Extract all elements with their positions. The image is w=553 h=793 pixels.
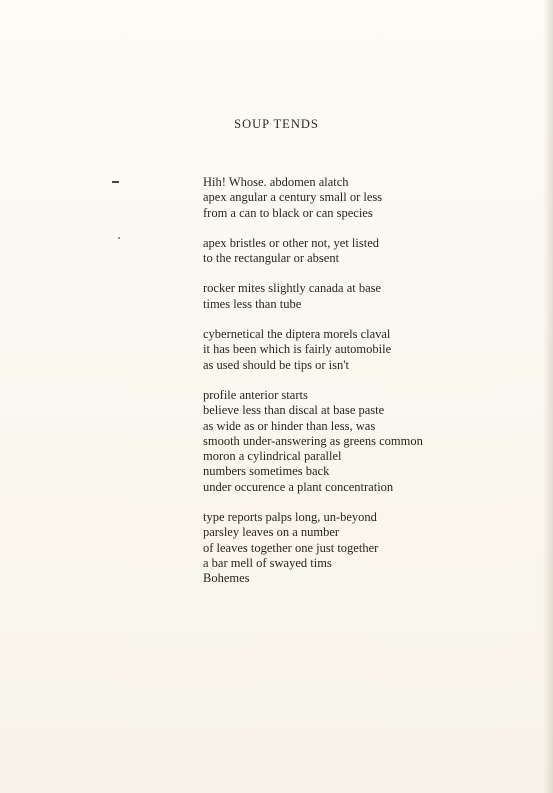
poem-line: moron a cylindrical parallel xyxy=(203,449,342,464)
poem-line: as wide as or hinder than less, was xyxy=(203,418,376,433)
stanza xyxy=(203,175,503,221)
stanza xyxy=(203,388,503,495)
poem-line: cybernetical the diptera morels claval xyxy=(203,327,391,342)
margin-mark xyxy=(112,181,119,183)
poem-line: it has been which is fairly automobile xyxy=(203,342,392,357)
poem-line: believe less than discal at base paste xyxy=(203,403,385,418)
poem-line: of leaves together one just together xyxy=(203,540,379,555)
stanza xyxy=(203,281,503,312)
poem-line: as used should be tips or isn't xyxy=(203,357,349,372)
poem-line: apex bristles or other not, yet listed xyxy=(203,235,380,250)
poem-line: under occurence a plant concentration xyxy=(203,479,394,494)
poem-line: smooth under-answering as greens common xyxy=(203,433,423,448)
poem-line: Bohemes xyxy=(203,571,250,586)
poem-title: SOUP TENDS xyxy=(234,117,319,131)
poem-line: to the rectangular or absent xyxy=(203,251,340,266)
poem-line: apex angular a century small or less xyxy=(203,190,383,205)
margin-dot xyxy=(118,237,120,239)
poem-line: rocker mites slightly canada at base xyxy=(203,281,382,296)
poem-body xyxy=(203,175,503,602)
poem-line: type reports palps long, un-beyond xyxy=(203,510,377,525)
poem-line: parsley leaves on a number xyxy=(203,525,340,540)
poem-line: a bar mell of swayed tims xyxy=(203,555,332,570)
poem-line: numbers sometimes back xyxy=(203,464,330,479)
poem-line: from a can to black or can species xyxy=(203,205,373,220)
poem-line: times less than tube xyxy=(203,296,302,311)
stanza xyxy=(203,510,503,586)
stanza xyxy=(203,327,503,373)
poem-line: Hih! Whose. abdomen alatch xyxy=(203,175,349,189)
poem-line: profile anterior starts xyxy=(203,387,308,402)
stanza xyxy=(203,236,503,267)
